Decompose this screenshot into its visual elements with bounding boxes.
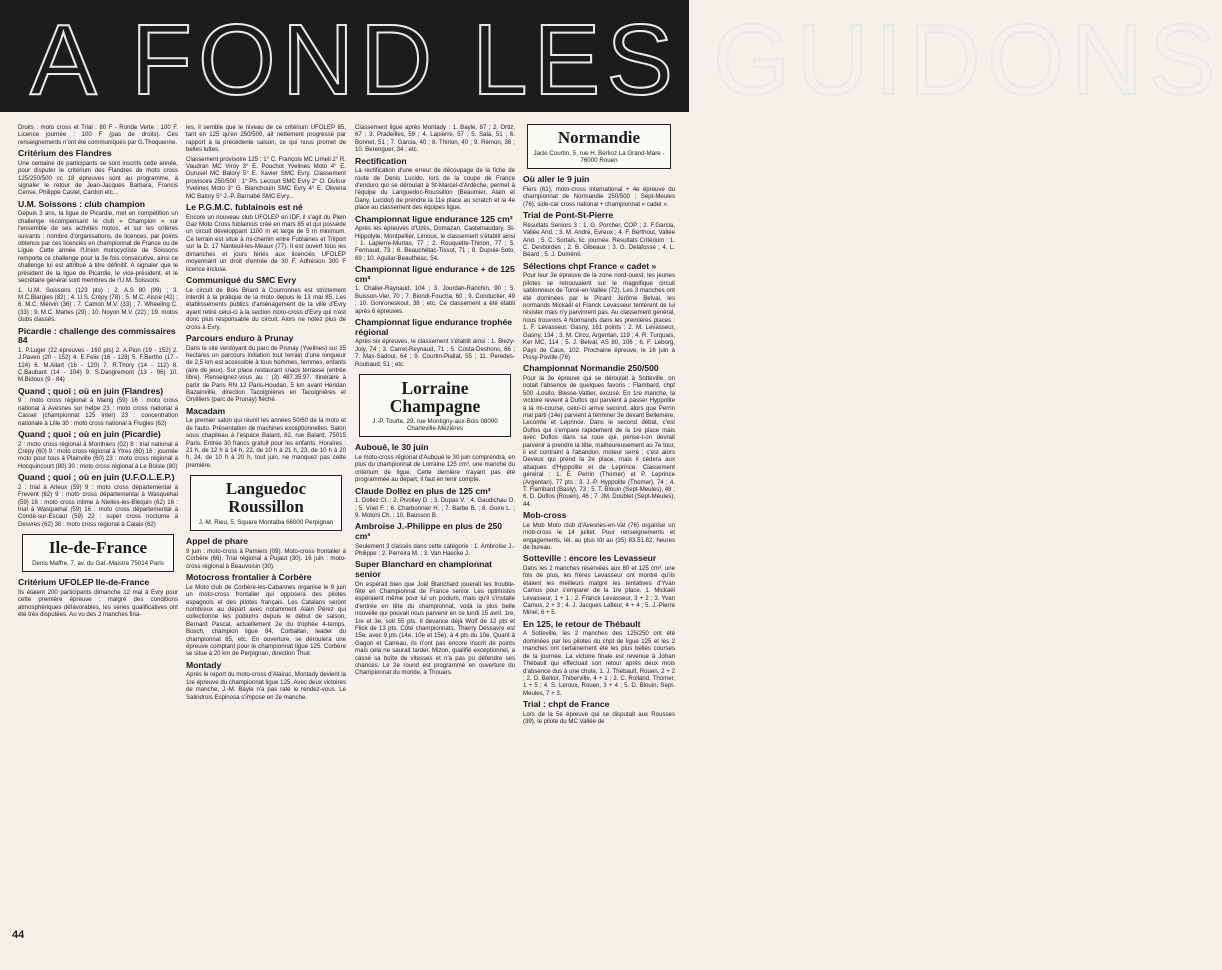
article-text: Le Mob Moto club d'Avesnes-en-Val (76) organise un mob-cross le 14 juillet. Pour renseignements et engagements, tél. au plus tôt au (35) 83.51.82, heures de bureau. [523, 521, 675, 552]
article-heading: U.M. Soissons : club champion [18, 198, 146, 209]
article-heading: Parcours enduro à Prunay [186, 332, 294, 343]
article-text: Le moto-cross régional d'Auboué le 30 juin comprendra, en plus du championnat de Lorraine 125 cm³, une manche du critérium de ligue. Cette dernière n'ayant pas été programmée au départ, il faut en tenir compte. [355, 453, 515, 484]
article-text: 1. Dollez Cl. ; 2. Pivolley D. ; 3. Dupas V. ; 4. Gaudichau O. ; 5. Voet F. ; 6. Charbonnier H. ; 7. Barbe B. ; 8. Goire L. ; 9. Motoni Ch. ; 10. Bausson B. [355, 497, 515, 519]
article-text: Flers (61), moto-cross international + 4e épreuve du championnat de Normandie 250/500 ; Sept-Meules (76), side-car cross national + championnat « cadet ». [523, 186, 675, 208]
article-heading: Picardie : challenge des commissaires 84 [18, 325, 176, 346]
article-text: Seulement 3 classés dans cette catégorie : 1. Ambroise J.-Philippe ; 2. Perreira M. ; 3. Van Haecke J. [355, 542, 515, 557]
article-heading: En 125, le retour de Thébault [523, 618, 641, 629]
article-text: Droits : moto cross et Trial : 80 F - Ronde Verte : 100 F. Licence journée : 100 F (pas de droits). Ces renseignements n'ont été communiqués par G.Thoquenne. [18, 124, 178, 146]
article-text: Le Moto club de Corbère-les-Cabannes organise le 9 juin un moto-cross frontalier qui opposera des pilotes espagnols et des pilotes français. Les Catalans seront nombreux au départ avec notamment Alain Pérez qui collectionne les podiums depuis le début de saison, Bernard Pascal, actuellement 2e du trophée 4-temps, Bosch, champion ligue 84, Corballan, leader du championnat 85, etc. En ouverture, se déroulera une épreuve comptant pour le championnat ligue 125. Corbère se situe à 20 km de Perpignan, direction Thuir. [186, 583, 346, 658]
article-text: Depuis 3 ans, la ligue de Picardie, met en compétition un challenge récompensant le club « Champion » sur l'ensemble de ses activités motos, et sur les critères suivants : nombre d'organisations, de licences, par points obtenus par ces licenciés en championnat de France ou de Ligue. Cette année l'Union motocycliste de Soissons remporte ce challenge pour la 3e fois consécutive, ainsi ce challenge lui est attribué à titre définitif. A signaler que le président de la ligue de Picardie, le vice-président, et le secrétaire général sont membres de l'U.M. Soissons. [18, 210, 178, 285]
article-heading: Le P.G.M.C. fublainois est né [186, 202, 303, 213]
region-title: Normandie [557, 128, 641, 147]
article-text: Dans le site verdoyant du parc de Prunay (Yvelines) sur 35 hectares un parcours initiation tout terrain d'une longueur de 2,5 km est accessible à tous hommes, femmes, enfants (aire de jeux). Sur place restaurant snack terrasse (entrée libre). Renseignez-vous au : (3) 487.35.97. Itinéraire à partir de Paris RN 12 Paris-Houdan, 5 km avant Héridan Bazainville, direction Tacoignières en Tacoignières et Orvilliers (parc de Prunay) fléché. [186, 344, 346, 404]
article-heading: Critérium des Flandres [18, 148, 112, 159]
article-text: Après les épreuves d'Uzès, Domazan, Castelnaudary, St-Hippolyte, Montpellier, Limoux, le classement s'établit ainsi : 1. Lapierre-Murtas, 77 ; 2. Rouquette-Thirion, 77 ; 5. Fermaud, 73 ; 6. Beauchêtac-Tissot, 71 ; 8. Dupuie-Soto, 69 ; 10. Aguilar-Beauthéac, 54. [355, 225, 515, 262]
region-box-normandie [527, 124, 671, 169]
article-heading: Rectification [355, 155, 407, 166]
region-address: Denis Maffre, 7, av. du Gal.-Maistre 75014 Paris [32, 560, 164, 568]
article-heading: Championnat ligue endurance + de 125 cm³ [355, 264, 515, 284]
article-heading: Montady [186, 659, 222, 670]
article-text: les, il semble que le niveau de ce critérium UFOLEP 85, tant en 125 qu'en 250/500, ait nettement progressé par rapport à la précédente saison, ce qui nous promet de belles luttes. [186, 124, 346, 154]
region-title: Ile-de-France [48, 538, 148, 558]
article-text: 2 : trial à Arleux (59) 9 : moto cross départemental à Frevent (62) 9 : moto cross départemental à Wasquehal (59) 16 : moto cross intime à Nielles-les-Bléquin (62) 16 : trial à Wasquehal (59) 16 : moto cross départemental à Condé-sur-Escaut (59) 22 : super cross nocturne à Desvres (62) 30 : moto cross régional à Calais (62) [18, 483, 178, 528]
article-text: 2 : moto cross régional à Monthiers (02) 8 : trial national à Crépy (60) 9 : moto cross régional à Ytres (80) 16 : journée moto pour tous à Plainville (60) 23 : moto cross régional à Hocquincourt (80) 30 : moto cross régional à Le Boisle (80) [18, 440, 178, 470]
column-1 [18, 124, 178, 621]
article-heading: Ambroise J.-Philippe en plus de 250 cm³ [355, 521, 503, 541]
banner-title: A FOND LES GUIDONS [30, 4, 1222, 116]
header-banner [0, 0, 1222, 116]
article-heading: Trial de Pont-St-Pierre [523, 210, 614, 221]
article-heading: Auboué, le 30 juin [355, 442, 429, 453]
article-text: Pour la 3e épreuve qui se déroulait à Sotteville, on notait l'absence de quelques favoris : Flambard, chpt 500 -Losito, Blesse-Vattier, excusé. En 1re manche, la victoire revient à Duflos qui parvient à passer Hyppolite à la mi-course, celui-ci arrive second, alors que Perrin mal parti (14e) parvient à terminer 3e devant Bellemère, Lecomte et Leprince. Dans le second débat, c'est Duflos qui s'empare rapidement de la 1re place mais avec Duflos dans sa roue qui, pense-t-on devrait parvenir à prendre la tête, malheureusement au 7e tour, il est contraint à l'abandon, moteur serré ; c'est alors Deveux qui prend la 2e place, mais il cèdera aux attaques d'Hyppolite et de Leprince. Classement général : 1. E. Perrin (Thomer) et P. Leprince (Argentan), 77 pts ; 3. J.-P. Hyppolite (Thomer), 74 ; 4. T. Flambard (Basly), 73 ; 5. T. Blouin (Sept-Meules), 48 ; 6. D. Duflos (Rouen), 46 ; 7. JM. Doublet (Sept-Meules), 44. [523, 374, 675, 508]
article-text: Dans les 2 manches réservées aux 80 et 125 cm³, une fois de plus, les frères Levasseur ont montré qu'ils étaient les meilleurs malgré les tentatives d'Yvan Camus pour s'emparer de la 1re place. 1. Mickaël Levasseur, 1 + 1 ; 2. Franck Levasseur, 3 + 2 ; 3. Yvan Camus, 2 + 3 ; 4. J. Jacques Lafleur, 4 + 4 ; 5. J.-Pierre Minel, 6 + 5. [523, 565, 675, 617]
article-text: Résultats Seniors 3 : 1. G. Porcher, COP ; 2. F.Garcia, Vallée And. ; 3. M. André, Evreux ; 4. F. Berthout, Vallée And. ; 5. C. Sortais, lic. journée. Résultats Critérium : 1. C. Desbordes ; 2. B. Gibeaux ; 3. G. Delafosse ; 4. L. Béard ; 5. J. Duménil. [523, 221, 675, 259]
article-text: Encore un nouveau club UFOLEP en IDF, il s'agit du Plein Gaz Moto Cross fublainois créé en mars 85 et qui possède un circuit développant 1100 m et large de 5 m minimum. Ce terrain est situé à mi-chemin entre Fublaines et Trilport sur la D. 17 Nanteuil-les-Meaux (77). Il est ouvert tous les dimanches et jours fériés aux licenciés UFOLEP moyennant un droit d'entrée de 30 F. Adhésion 300 F licence incluse. [186, 213, 346, 273]
article-text: Le premier salon qui réunit les années 50/60 de la moto et de l'auto. Présentation de machines exceptionnelles. Salon sous chapiteau à l'espace Balard, 82, rue Balard, 75015 Paris. Entrée 30 francs gratuit pour les enfants. Horaires : 21 h, de 12 h à 14 h, 22, de 10 h à 21 h, 23, de 10 h à 20 h, 24, de 10 h à 20 h, tout juin, ne manquez pas cette première. [186, 417, 346, 469]
region-address: J.-M. Rieu, 5, Square Montalba 66000 Perpignan [198, 519, 334, 527]
article-text: Le circuit de Bois Briard à Courronnes est strictement interdit à la pratique de la moto depuis le 13 mai 85. Les établissements publics d'aménagement de la ville d'Evry ayant retiré celui-ci à la section moto-cross d'Evry qui n'est donc plus responsable du circuit. Alors ne notez plus de cross à Evry. [186, 286, 346, 331]
column-2 [186, 124, 346, 703]
article-text: Classement ligue après Montady : 1. Bayle, 87 ; 2. Ortiz, 67 ; 3. Pradeilles, 59 ; 4. Lapierre, 57 ; 5. Sala, 51 ; 6. Bonnet, 51 ; 7. Garcia, 40 ; 8. Thirion, 40 ; 9. Rémon, 36 ; 10. Berenguer, 34 ; etc. [355, 124, 515, 154]
article-heading: Critérium UFOLEP Ile-de-France [18, 577, 150, 588]
article-text: Ils étaient 200 participants dimanche 12 mai à Evry pour cette première épreuve ; malgré des conditions atmosphériques défavorables, les séries qualificatives ont été très disputées. Au vu des 2 manches fina- [18, 589, 178, 619]
column-3 [355, 124, 515, 679]
region-box-lorraine-champagne [359, 374, 511, 437]
article-heading: Championnat ligue endurance 125 cm³ [355, 213, 513, 224]
column-4 [523, 124, 675, 728]
article-text: On espérait bien que Joël Blanchard jouerait les trouble-fête en Championnat de France senior. Les optimistes espéraient même pour lui un podium, mais qu'il s'installe d'entrée en tête du championnat, voilà la plus belle nouvelle qui pouvait nous parvenir en ce lundi 15 avril. 1re, 1re et 3e, soit 55 pts. Il devance déjà Wolf de 12 pts et Flick de 13 pts. Côté championnats, Thierry Dessavre est 15e, avec 9 pts (14e, 10e et 15e), à 4 pts du 10e. Quant à Gagon et Carreau, ils n'ont pas encore inscrit de points mais cela ne saurait tarder. Mizon, qualifié exceptionnel, a cassé sa boîte de vitesses et n'a pas pu défendre ses chances. Le 2e round est programmé en ouverture du Championnat du monde, à Thouars. [355, 580, 515, 677]
article-text: 1. U.M. Soissons (123 pts) ; 2. A.S 80 (99) ; 3. M.C.Blargies (82) ; 4. U.S. Crépy (78) ; 5. M.C. Aisne (42) ; 6. M.C. Mérvin (36) ; 7. Camon M.V. (33) ; 7. Wheeling C. (33) ; 9. M.C. Marles (29) ; 10. Noyon M.V. (22) ; 19. motos clubs classés. [18, 286, 178, 324]
article-heading: Trial : chpt de France [523, 699, 610, 710]
article-text: 9 : moto cross régional à Maing (59) 16 : moto cross national à Avesnes sur helpe 23 : moto cross national à Cassel (championnat 125 Inter) 23 : concentration nationale à Lille 30 : moto cross national à Frugies (62) [18, 397, 178, 427]
article-heading: Mob-cross [523, 510, 567, 521]
article-heading: Où aller le 9 juin [523, 174, 590, 185]
article-text: 9 juin : moto-cross à Pamiers (09). Moto-cross frontalier à Corbère (66). Trial régional à Pujaut (30). 16 juin : moto-cross régional à Beauvoisin (30). [186, 548, 346, 570]
article-text: La rectification d'une erreur de découpage de la fiche de route de Denis Lucido, lors de la coupe de France d'enduro qui se déroulait à St-Marcel-d'Ardèche, permet à l'équipe du Languedoc-Roussillon (Beaumier, Alain et Dany, Lucidol) de prendre la 11e place au scratch et la 4e place au classement des équipes ligue. [355, 167, 515, 212]
region-address: J.-P. Tourte, 29, rue Montigny-aux-Bois 08000 Charleville-Mézières [372, 417, 498, 433]
article-heading: Quand ; quoi ; où en juin (Flandres) [18, 385, 164, 396]
article-heading: Quand ; quoi ; où en juin (U.F.O.L.E.P.) [18, 472, 175, 483]
article-text: Après six épreuves, le classement s'établit ainsi : 1. Blezy-Joly, 74 ; 3. Carret-Reynaud, 71 ; 5. Costa-Deshons, 66 ; 7. Mas-Sadoul, 64 ; 9. Courtin-Piallat, 55 ; 11. Peredes-Roubaud, 51 ; etc. [355, 338, 515, 368]
page-number: 44 [12, 929, 25, 941]
article-heading: Claude Dollez en plus de 125 cm³ [355, 485, 491, 496]
article-heading: Championnat ligue endurance trophée régional [355, 317, 513, 337]
article-text: A Sotteville, les 2 manches des 125/250 ont été dominées par les pilotes du chpt de ligue 125 et les 2 manches ont certainement été les plus belles courses de la journée. La victoire finale est revenue à Johan Thébault qui effectuait son retour après deux mois d'absence dus à une chute. 1. J. Thébault, Rouen, 2 + 2 ; 2. D. Belloir, Thiberville, 4 + 1 ; 3. C. Rolland, Thomer, 1 + 5 ; 4. S. Leroux, Rouen, 3 + 4 ; 5. D. Blouin, Sept-Meules, 7 + 3. [523, 630, 675, 697]
region-box-languedoc-roussillon [190, 475, 342, 531]
region-title: Languedoc Roussillon [225, 479, 307, 517]
article-text: Lors de la 5e épreuve qui se disputait aux Rousses (39), le pilote du MC Vallée de [523, 710, 675, 726]
region-box-ile-de-france [22, 534, 174, 572]
article-text: Après le report du moto-cross d'Alairac, Montady devient la 1re épreuve du championnat ligue 125. Avec deux victoires de manche, J.-M. Bayle n'a pas raté le rendez-vous. Le Salindrois Espinosa s'impose en 2e manche. [186, 671, 346, 701]
article-text: 1. Chalier-Raynaud, 104 ; 3. Jourdan-Ranchin, 90 ; 5. Buisson-Vier, 70 ; 7. Biondi-Foucha, 60 ; 9. Conductier, 49 ; 10. Gonroneskoul, 38 ; etc. Ce classement a été établi après 6 épreuves. [355, 285, 515, 315]
region-title: Lorraine Champagne [389, 377, 481, 416]
article-heading: Appel de phare [186, 536, 249, 547]
region-address: Jacki Courtin, 5, rue H. Berlioz La Grand-Mare - 76000 Rouen [533, 150, 665, 165]
article-heading: Sotteville : encore les Levasseur [523, 553, 657, 564]
article-heading: Communiqué du SMC Evry [186, 274, 297, 285]
article-heading: Championnat Normandie 250/500 [523, 363, 659, 374]
article-heading: Sélections chpt France « cadet » [523, 260, 657, 271]
article-text: Pour leur 3e épreuve de la zone nord-ouest, les jeunes pilotes se retrouvaient sur le magnifique circuit sablonneux de Torcé-en-Vallée (72). Les 3 manches ont été dominées par le Picard Jérôme Belval, les normands Mickaël et Franck Levasseur tentèrent de lui résister mais n'y parvinrent pas. Au classement général, nous trouvons 4 Normands dans les premières places : 1. F. Levasseur, Gasny, 161 points ; 2. M. Levasseur, Gasny, 134 ; 3. M. Circu, Argentan, 119 ; 4. R. Turquais, Ker MC, 114 ; 5. J. Belval, AS 80, 106 ; 6. F. Leborg, Pays de Caux, 102. Prochaine épreuve, le 16 juin à Pissy-Poville (76) [523, 272, 675, 361]
article-text: Une centaine de participants se sont inscrits cette année, pour disputer le critérium des Flandres de moto cross 125/250/500 cc 18 épreuves sont au programme, à signaler le retour de Jean-Jacques Barbara, Francis Cense, Philippe Castel, Cardon etc... [18, 159, 178, 197]
article-heading: Super Blanchard en championnat senior [355, 559, 493, 579]
article-text: 1. P.Luger (22 épreuves - 160 pts) 2. A.Pion (19 - 152) 2. J.Paven (20 - 152) 4. E.Felix (16 - 128) 5. F.Bertho (17 - 124) 6. M.Allart (16 - 120) 7. R.Thory (14 - 112) 8. C.Baubant (14 - 104) 9. S.Dangremont (13 - 96) 10. M.Bidoux (9 - 84) [18, 346, 178, 384]
article-heading: Quand ; quoi ; où en juin (Picardie) [18, 428, 161, 439]
article-heading: Motocross frontalier à Corbère [186, 572, 312, 583]
article-text: Classement provisoire 125 : 1° C. François MC Limeil 2° R. Vaudran MC Viroy 3° E. Pouchot Yvelines Moto 4° E. Durusel MC Balory 5° E. Xavier SMC Evry. Classement provisoire 250/500 : 1° Ph. Lecourt SMC Evry 2° O. Dufour Yvelines Moto 3° G. Blanchouin SMC Evry 4° E. Oliveira MC Balory 5° J.-P. Barnabé SMC Evry... [186, 155, 346, 200]
article-heading: Macadam [186, 405, 226, 416]
